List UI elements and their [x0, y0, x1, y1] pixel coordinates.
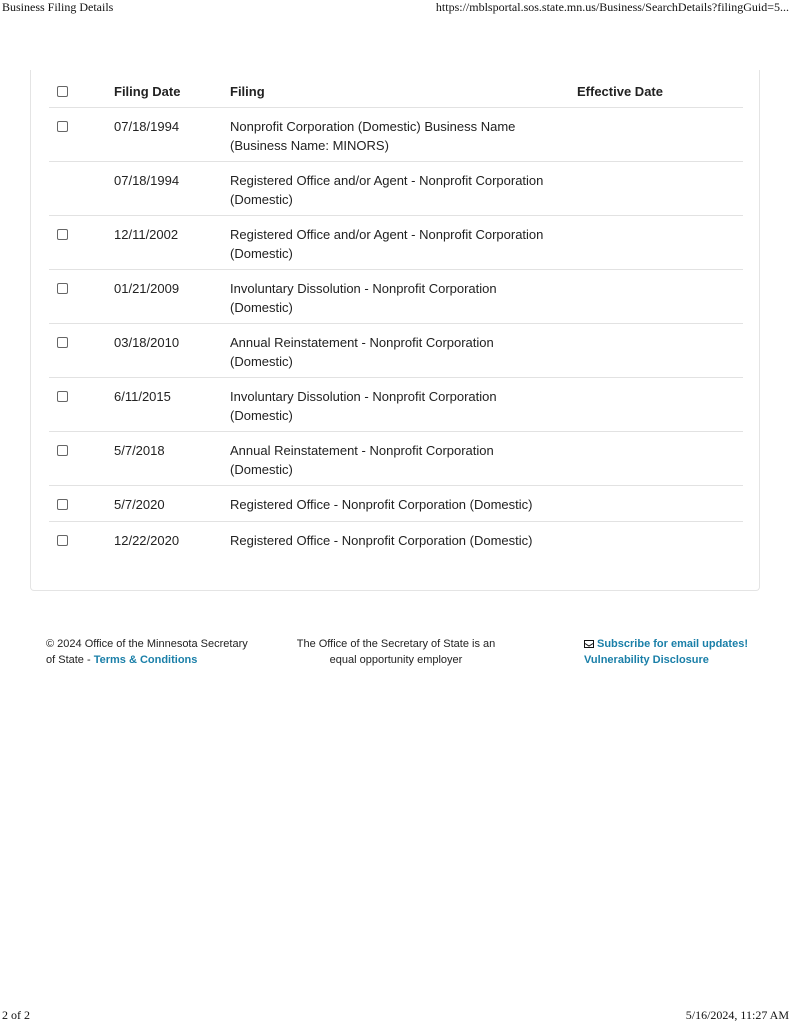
- table-row: [49, 162, 743, 216]
- table-row: [49, 108, 743, 162]
- filing-description-line: Registered Office - Nonprofit Corporation (Domestic): [230, 533, 533, 548]
- filing-date-cell: 5/7/2020: [114, 497, 165, 512]
- copyright-text: of State -: [46, 654, 94, 666]
- subscribe-link[interactable]: Subscribe for email updates!: [597, 638, 748, 650]
- terms-link[interactable]: Terms & Conditions: [93, 654, 198, 666]
- header-effective-date[interactable]: Effective Date: [577, 84, 663, 99]
- filing-date-cell: 07/18/1994: [114, 119, 180, 134]
- table-row: [49, 270, 743, 324]
- eeo-notice: [286, 636, 506, 668]
- filing-date-cell: 03/18/2010: [114, 335, 180, 350]
- row-checkbox[interactable]: [57, 121, 68, 132]
- row-checkbox[interactable]: [57, 391, 68, 402]
- filing-date-cell: 01/21/2009: [114, 281, 180, 296]
- page-number: 2 of 2: [2, 1008, 30, 1022]
- filing-table: [49, 70, 743, 557]
- filing-description-cell: [230, 495, 565, 514]
- table-row: [49, 324, 743, 378]
- filing-description-line: (Domestic): [230, 408, 293, 423]
- filing-description-line: Involuntary Dissolution - Nonprofit Corporation: [230, 281, 497, 296]
- filing-description-line: Annual Reinstatement - Nonprofit Corporation: [230, 443, 494, 458]
- filing-description-line: Nonprofit Corporation (Domestic) Business Name: [230, 119, 516, 134]
- filing-description-cell: [230, 171, 565, 209]
- header-filing[interactable]: Filing: [230, 84, 265, 99]
- table-row: [49, 378, 743, 432]
- filing-description-line: (Business Name: MINORS): [230, 138, 389, 153]
- envelope-icon: [584, 640, 594, 648]
- filing-description-line: Involuntary Dissolution - Nonprofit Corporation: [230, 389, 497, 404]
- print-header: [0, 0, 791, 16]
- filing-date-cell: 5/7/2018: [114, 443, 165, 458]
- filing-date-cell: 12/22/2020: [114, 533, 180, 548]
- filing-description-line: (Domestic): [230, 300, 293, 315]
- site-footer: [46, 636, 746, 676]
- row-checkbox[interactable]: [57, 283, 68, 294]
- table-row: [49, 486, 743, 522]
- filing-history-card: [30, 70, 760, 591]
- filing-description-cell: [230, 531, 565, 550]
- subscribe-row[interactable]: [584, 636, 754, 652]
- copyright-line-2: [46, 652, 266, 668]
- filing-date-cell: 6/11/2015: [114, 389, 171, 404]
- table-row: [49, 522, 743, 557]
- row-checkbox[interactable]: [57, 535, 68, 546]
- filing-description-line: Registered Office and/or Agent - Nonprofit Corporation: [230, 227, 544, 242]
- print-timestamp: 5/16/2024, 11:27 AM: [685, 1008, 789, 1022]
- filing-description-line: Annual Reinstatement - Nonprofit Corporation: [230, 335, 494, 350]
- filing-description-line: Registered Office and/or Agent - Nonprofit Corporation: [230, 173, 544, 188]
- select-all-checkbox[interactable]: [57, 86, 68, 97]
- row-checkbox[interactable]: [57, 445, 68, 456]
- filing-date-cell: 07/18/1994: [114, 173, 180, 188]
- filing-description-line: Registered Office - Nonprofit Corporation (Domestic): [230, 497, 533, 512]
- copyright-notice: [46, 636, 266, 668]
- filing-description-line: (Domestic): [230, 462, 293, 477]
- vulnerability-disclosure-link[interactable]: Vulnerability Disclosure: [584, 654, 709, 666]
- print-title: Business Filing Details: [2, 0, 114, 14]
- filing-date-cell: 12/11/2002: [114, 227, 179, 242]
- footer-links: [584, 636, 754, 668]
- filing-description-cell: [230, 117, 565, 155]
- filing-description-cell: [230, 441, 565, 479]
- header-filing-date[interactable]: Filing Date: [114, 84, 181, 99]
- filing-description-cell: [230, 387, 565, 425]
- table-row: [49, 216, 743, 270]
- copyright-line: © 2024 Office of the Minnesota Secretary: [46, 638, 248, 650]
- filing-description-line: (Domestic): [230, 192, 293, 207]
- print-url: https://mblsportal.sos.state.mn.us/Business/SearchDetails?filingGuid=5...: [435, 0, 789, 14]
- print-footer: [0, 1008, 791, 1024]
- row-checkbox[interactable]: [57, 337, 68, 348]
- row-checkbox[interactable]: [57, 229, 68, 240]
- filing-description-line: (Domestic): [230, 246, 293, 261]
- eeo-line: equal opportunity employer: [329, 654, 463, 666]
- filing-description-cell: [230, 279, 565, 317]
- row-checkbox[interactable]: [57, 499, 68, 510]
- filing-description-cell: [230, 225, 565, 263]
- filing-description-cell: [230, 333, 565, 371]
- filing-description-line: (Domestic): [230, 354, 293, 369]
- table-row: [49, 432, 743, 486]
- eeo-line: The Office of the Secretary of State is an: [296, 638, 496, 650]
- table-header-row: [49, 70, 743, 108]
